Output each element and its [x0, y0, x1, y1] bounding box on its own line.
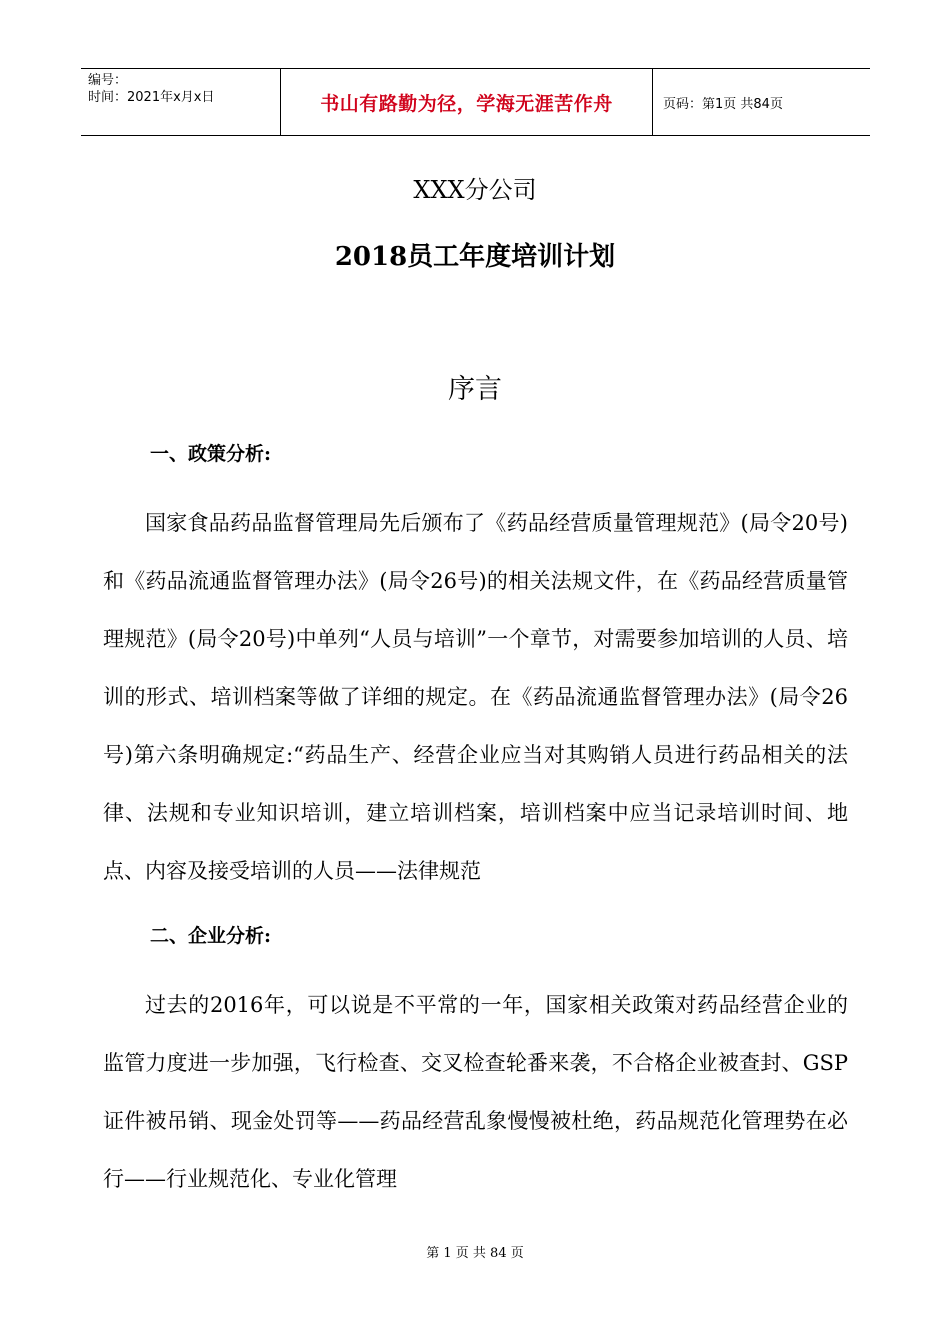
header-motto: 书山有路勤为径，学海无涯苦作舟	[281, 69, 653, 135]
section-heading-policy: 一、政策分析:	[150, 443, 272, 465]
header-page-info: 页码：第1页 共84页	[663, 96, 783, 112]
document-title: 2018员工年度培训计划	[334, 242, 616, 272]
page-footer: 第 1 页 共 84 页	[426, 1246, 524, 1261]
section-heading-enterprise: 二、企业分析:	[150, 925, 272, 947]
header-meta	[81, 69, 281, 135]
document-number-label: 编号：	[88, 73, 128, 88]
section-paragraph-policy: 国家食品药品监督管理局先后颁布了《药品经营质量管理规范》(局令20号)和《药品流通监督管理办法》(局令26号)的相关法规文件，在《药品经营质量管理规范》(局令20号)中单列“人员与培训”一个章节，对需要参加培训的人员、培训的形式、培训档案等做了详细的规定。在《药品流通监督管理办法》(局令26号)第六条明确规定:“药品生产、经营企业应当对其购销人员进行药品相关的法律、法规和专业知识培训，建立培训档案，培训档案中应当记录培训时间、地点、内容及接受培训的人员——法律规范	[103, 511, 848, 883]
preface-title: 序言	[448, 374, 502, 405]
company-name: XXX分公司	[413, 176, 537, 204]
document-time-label: 时间：2021年x月x日	[88, 90, 215, 105]
page-header	[81, 68, 870, 136]
section-paragraph-enterprise: 过去的2016年，可以说是不平常的一年，国家相关政策对药品经营企业的监管力度进一步加强，飞行检查、交叉检查轮番来袭，不合格企业被查封、GSP证件被吊销、现金处罚等——药品经营乱象慢慢被杜绝，药品规范化管理势在必行——行业规范化、专业化管理	[103, 993, 848, 1191]
